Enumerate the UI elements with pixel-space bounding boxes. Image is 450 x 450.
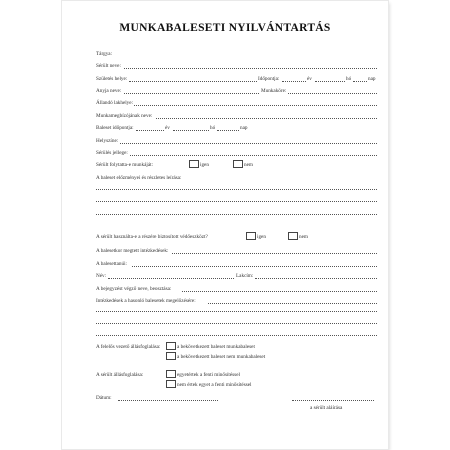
field-munkaltato[interactable] [156,118,377,119]
label-nem-munkabaleset: a bekövetkezett baleset nem munkabaleset [177,354,266,360]
field-megelozes-line-3[interactable] [96,335,377,336]
field-tanu-nev[interactable] [108,278,234,279]
field-szuletes-nap[interactable] [353,81,367,82]
form-title: MUNKABALESETI NYILVÁNTARTÁS [119,22,331,34]
row-elozmenyek [96,172,377,182]
checkbox-vedoeszkoz-igen[interactable] [246,232,256,240]
checkbox-munkabaleset[interactable] [166,342,176,350]
checkbox-vedoeszkoz-nem[interactable] [288,232,298,240]
field-baleset-nap[interactable] [217,130,239,131]
label-elozmenyek: A baleset előzményei és részletes leírása: [96,175,182,181]
label-vezeto-allasfoglalas: A felelős vezető állásfoglalása: [96,344,161,350]
label-serult-allasfoglalas: A sérült állásfoglalása: [96,372,144,378]
label-munkakore: Munkaköre: [261,88,287,94]
label-munkaltato: Munkamegbízójának neve: [96,113,153,119]
label-targy: Tárgya: [96,51,113,57]
label-ho: hó [346,76,352,82]
row-nem-ertek-egyet [96,379,377,389]
field-elozmenyek-line-1[interactable] [96,189,377,190]
label-folytatta-igen: igen [200,162,209,168]
field-datum[interactable] [118,400,218,401]
row-szuletes [96,73,377,83]
row-datum [96,392,377,402]
label-baleset-ho: hó [210,125,216,131]
row-helyszin [96,135,377,145]
label-szuletes-idopontja: Időpontja: [258,76,280,82]
label-baleset-nap: nap [240,125,248,131]
field-serult-neve[interactable] [124,68,377,69]
label-serult-alairasa: a sérült aláírása [310,405,343,411]
field-megelozes-line-2[interactable] [96,323,377,324]
label-intezkedesek: A balesetkor megtett intézkedések: [96,248,169,254]
label-helyszin: Helyszíne: [96,138,119,144]
field-lakhely[interactable] [132,105,377,106]
label-vedoeszkoz-nem: nem [299,234,308,240]
label-egyetertek: egyetértek a fenti minősítéssel [177,372,240,378]
label-baleset-ev: év [165,125,170,131]
label-folytatta: Sérült folytatta-e munkáját: [96,162,154,168]
label-megelozes: Intézkedések a hasonló balesetek megelőzésére: [96,298,196,304]
row-vedoeszkoz [96,231,377,241]
label-datum: Dátum: [96,395,112,401]
field-munkakore[interactable] [288,93,377,94]
label-szuletes-helye: Születés helye: [96,76,128,82]
label-vedoeszkoz-igen: igen [257,234,266,240]
label-tanui: A balesettanúi: [96,261,127,267]
row-nev-lakcim [96,270,377,280]
field-anyja-neve[interactable] [124,93,259,94]
label-serules-jellege: Sérülés jellege: [96,150,128,156]
row-baleset-idopont [96,122,377,132]
label-ev: év [307,76,312,82]
label-munkabaleset: a bekövetkezett baleset munkabaleset [177,344,255,350]
row-tanui [96,258,377,268]
label-bejegyzest-vegzo: A bejegyzést végző neve, beosztása: [96,286,172,292]
field-helyszin[interactable] [120,143,377,144]
field-szuletes-helye[interactable] [129,81,257,82]
label-nem-ertek-egyet: nem értek egyet a fenti minősítéssel [177,382,252,388]
field-tanui[interactable] [132,266,377,267]
row-serult-allasfoglalas [96,369,377,379]
label-serult-neve: Sérült neve: [96,63,121,69]
row-serult-neve [96,60,377,70]
field-elozmenyek-line-2[interactable] [96,201,377,202]
row-vezeto-allasfoglalas [96,341,377,351]
label-baleset-idopontja: Baleset időpontja: [96,125,134,131]
row-nem-munkabaleset [96,351,377,361]
checkbox-nem-ertek-egyet[interactable] [166,380,176,388]
field-baleset-ev[interactable] [136,130,164,131]
checkbox-nem-munkabaleset[interactable] [166,352,176,360]
field-megelozes[interactable] [208,303,377,304]
label-nap: nap [368,76,376,82]
field-megelozes-line-1[interactable] [96,311,377,312]
field-szuletes-ev[interactable] [282,81,306,82]
row-lakhely [96,97,377,107]
row-bejegyzest-vegzo [96,283,377,293]
row-intezkedesek [96,245,377,255]
checkbox-egyetertek[interactable] [166,370,176,378]
label-nev: Név: [96,273,107,279]
label-lakcim: Lakcím: [236,273,254,279]
field-serules-jellege[interactable] [130,155,377,156]
row-megelozes [96,295,377,305]
field-elozmenyek-line-3[interactable] [96,214,377,215]
field-szuletes-ho[interactable] [315,81,345,82]
row-anyja [96,85,377,95]
field-baleset-ho[interactable] [173,130,209,131]
label-anyja-neve: Anyja neve: [96,88,122,94]
field-serult-alairas[interactable] [292,400,374,401]
field-tanu-lakcim[interactable] [255,278,377,279]
row-serules-jellege [96,147,377,157]
label-folytatta-nem: nem [244,162,253,168]
label-lakhely: Állandó lakhelye: [96,100,134,106]
checkbox-folytatta-igen[interactable] [189,160,199,168]
checkbox-folytatta-nem[interactable] [233,160,243,168]
row-targy [96,48,377,58]
row-folytatta [96,159,377,169]
row-munkaltato [96,110,377,120]
field-intezkedesek[interactable] [172,253,377,254]
form-sheet [62,1,388,449]
field-bejegyzest-vegzo[interactable] [182,291,377,292]
label-vedoeszkoz: A sérült használta-e a részére biztosított védőeszközt? [96,234,208,240]
